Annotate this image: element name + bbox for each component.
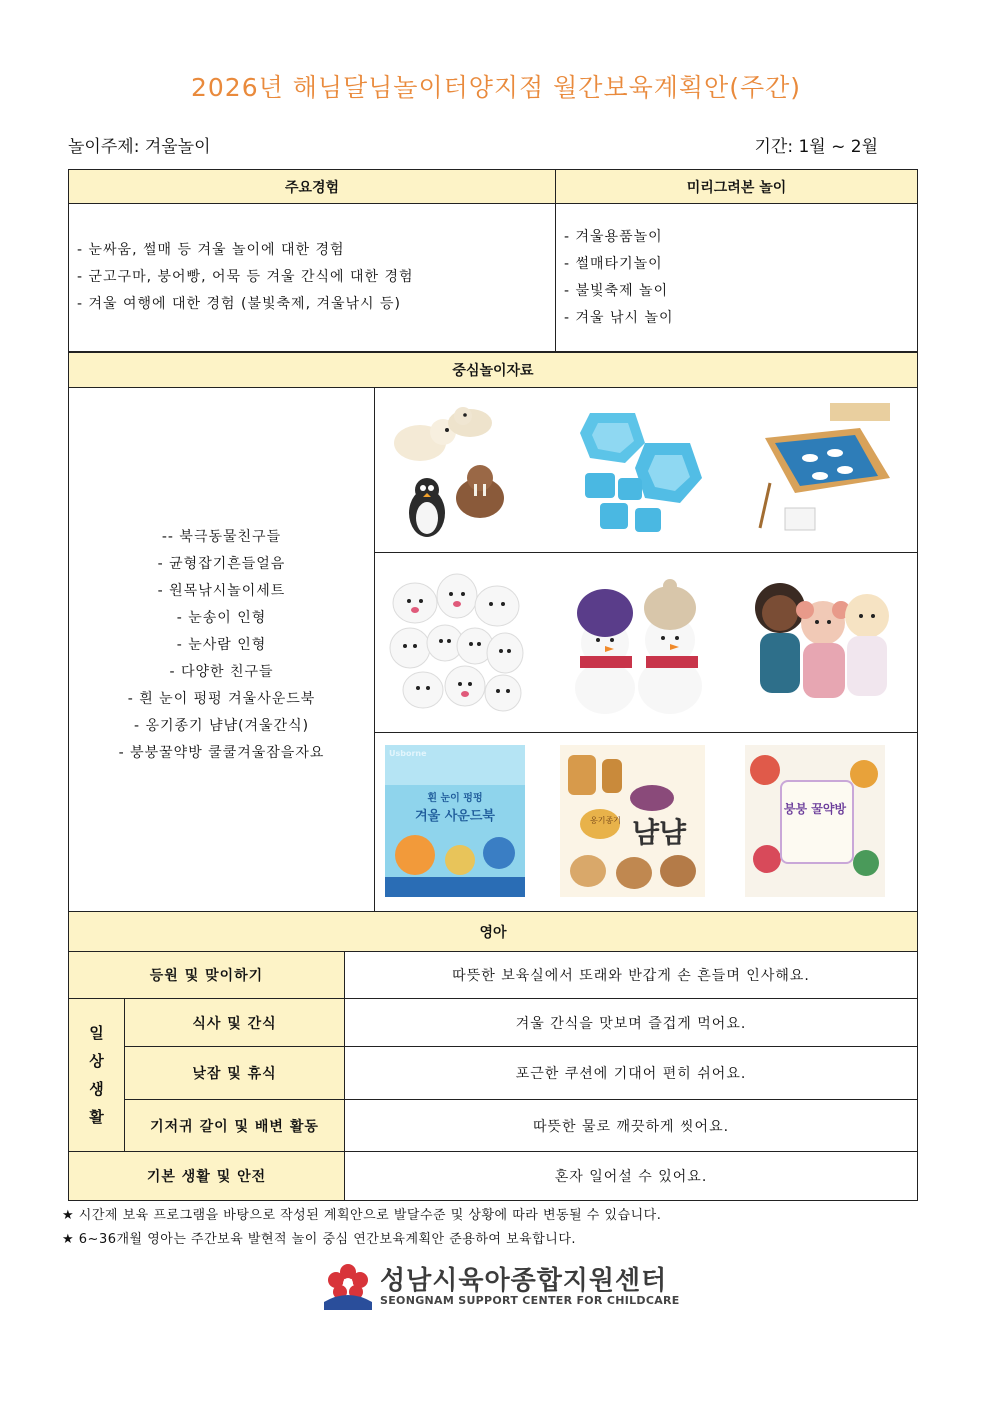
flower-logo-icon: [320, 1258, 376, 1314]
material-item: - 붕붕꿀약방 쿨쿨겨울잠을자요: [118, 744, 325, 761]
nap-label: 낮잠 및 휴식: [125, 1047, 345, 1100]
sound-book-title1: 흰 눈이 펑펑: [427, 793, 483, 804]
experience-table: [68, 169, 918, 352]
nap-text: 포근한 쿠션에 기대어 편히 쉬어요.: [345, 1047, 918, 1100]
footnotes: [62, 1204, 661, 1252]
infant-table: [68, 911, 918, 1201]
material-item: - 눈송이 인형: [176, 609, 267, 626]
infant-header: 영아: [69, 912, 918, 952]
photo-row-3: [375, 733, 918, 913]
meal-label: 식사 및 간식: [125, 999, 345, 1047]
diaper-label: 기저귀 갈이 및 배변 활동: [125, 1100, 345, 1152]
balance-ice-image: [570, 403, 710, 543]
meta-row: [68, 132, 878, 157]
planned-play-header: 미리그려본 놀이: [556, 170, 918, 204]
nyam-title: 냠냠: [632, 816, 687, 849]
arrival-text: 따뜻한 보육실에서 또래와 반갑게 손 흔들며 인사해요.: [345, 952, 918, 999]
main-experience-item: - 군고구마, 붕어빵, 어묵 등 겨울 간식에 대한 경험: [77, 269, 414, 285]
footnote: ★ 6~36개월 영아는 주간보육 발현적 놀이 중심 연간보육계획안 준용하여 보육합니다.: [62, 1232, 577, 1247]
winter-sound-book-image: [385, 745, 525, 897]
meal-text: 겨울 간식을 맛보며 즐겁게 먹어요.: [345, 999, 918, 1047]
daily-life-char: 일: [89, 1024, 104, 1042]
bee-pharmacy-book-image: [745, 745, 885, 897]
main-experience-cell: [69, 204, 556, 352]
bee-title: 붕붕 꿀약방: [783, 802, 847, 816]
arctic-animals-image: [385, 398, 515, 543]
planned-play-item: - 겨울 낚시 놀이: [564, 309, 674, 326]
nyam-sub: 옹기종기: [590, 816, 621, 825]
materials-table: [68, 352, 918, 913]
fishing-set-image: [750, 398, 900, 543]
material-item: - 옹기종기 냠냠(겨울간식): [133, 717, 310, 734]
material-item: - 흰 눈이 펑펑 겨울사운드북: [127, 690, 316, 707]
basic-text: 혼자 일어설 수 있어요.: [345, 1152, 918, 1201]
photo-row-1: [375, 388, 918, 553]
diaper-text: 따뜻한 물로 깨끗하게 씻어요.: [345, 1100, 918, 1152]
material-item: - 균형잡기흔들얼음: [157, 555, 286, 572]
daily-life-char: 상: [89, 1052, 104, 1070]
main-experience-item: - 눈싸움, 썰매 등 겨울 놀이에 대한 경험: [77, 242, 345, 258]
material-item: - 원목낚시놀이세트: [157, 582, 286, 599]
page-title: 2026년 해님달님놀이터양지점 월간보육계획안(주간): [190, 73, 802, 102]
daily-life-char: 생: [89, 1080, 104, 1098]
main-experience-header: 주요경험: [69, 170, 556, 204]
footnote: ★ 시간제 보육 프로그램을 바탕으로 작성된 계획안으로 발달수준 및 상황에 따라 변동될 수 있습니다.: [62, 1208, 662, 1223]
daily-life-char: 활: [89, 1108, 104, 1126]
core-materials-header: 중심놀이자료: [69, 353, 918, 388]
basic-label: 기본 생활 및 안전: [69, 1152, 345, 1201]
material-item: -- 북극동물친구들: [161, 528, 282, 545]
period-label: 기간: 1월 ~ 2월: [754, 137, 878, 157]
material-item: - 다양한 친구들: [169, 663, 274, 680]
planned-play-item: - 썰매타기놀이: [564, 255, 663, 272]
arrival-label: 등원 및 맞이하기: [69, 952, 345, 999]
snowman-dolls-image: [560, 568, 710, 718]
center-logo: [320, 1258, 680, 1314]
daily-life-label: [69, 999, 125, 1152]
logo-name-ko: 성남시육아종합지원센터: [380, 1266, 668, 1296]
main-experience-item: - 겨울 여행에 대한 경험 (불빛축제, 겨울낚시 등): [77, 296, 402, 312]
materials-list-cell: [69, 388, 375, 913]
material-item: - 눈사람 인형: [176, 636, 267, 653]
sound-book-title2: 겨울 사운드북: [415, 809, 495, 824]
nyam-nyam-book-image: [560, 745, 705, 897]
logo-name-en: SEONGNAM SUPPORT CENTER FOR CHILDCARE: [380, 1294, 680, 1307]
photo-row-2: [375, 553, 918, 733]
planned-play-item: - 겨울용품놀이: [564, 228, 663, 245]
theme-label: 놀이주제: 겨울놀이: [68, 137, 211, 157]
friends-dolls-image: [745, 568, 895, 718]
planned-play-item: - 불빛축제 놀이: [564, 282, 669, 299]
snowflake-dolls-image: [385, 568, 525, 718]
planned-play-cell: [556, 204, 918, 352]
